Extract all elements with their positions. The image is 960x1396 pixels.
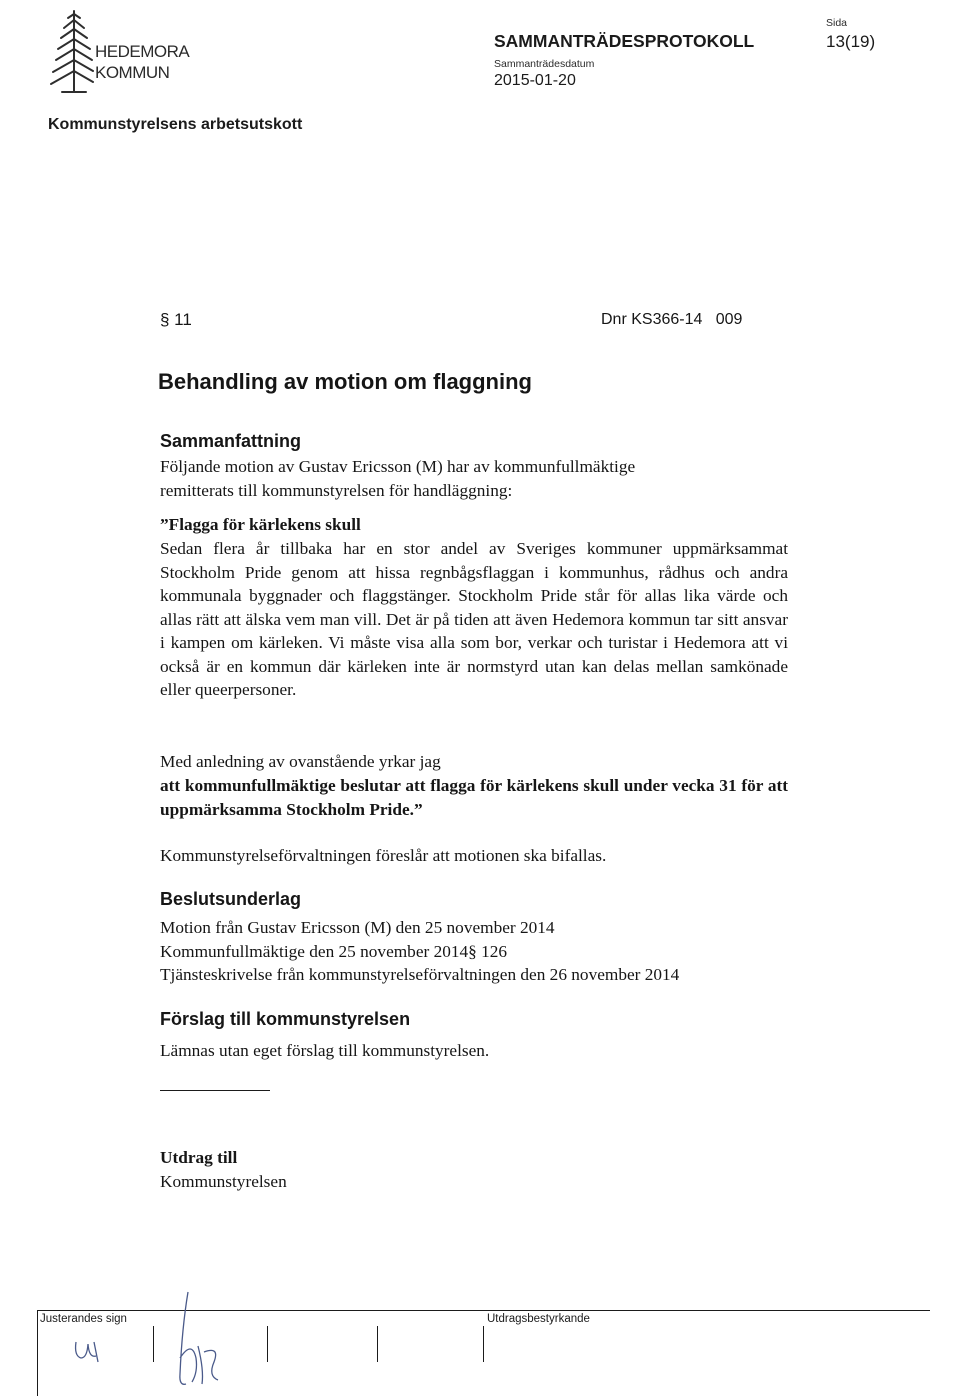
proposal-heading: Förslag till kommunstyrelsen bbox=[160, 1009, 411, 1029]
meeting-date: 2015-01-20 bbox=[494, 72, 576, 89]
logo-name-line2: KOMMUN bbox=[95, 63, 170, 82]
signature-separator bbox=[153, 1326, 154, 1362]
municipality-logo bbox=[48, 8, 218, 98]
committee-name: Kommunstyrelsens arbetsutskott bbox=[48, 116, 303, 133]
decision-basis-heading: Beslutsunderlag bbox=[160, 889, 302, 909]
case-number: Dnr KS366-14 009 bbox=[601, 311, 743, 328]
decision-basis-item: Motion från Gustav Ericsson (M) den 25 november 2014 bbox=[160, 918, 555, 937]
initials-signature-1 bbox=[72, 1336, 112, 1366]
recommendation: Kommunstyrelseförvaltningen föreslår att motionen ska bifallas. bbox=[160, 846, 607, 865]
signature-label: Justerandes sign bbox=[40, 1313, 127, 1325]
page-label: Sida bbox=[826, 17, 848, 29]
decision-basis-item: Tjänsteskrivelse från kommunstyrelseförvaltningen den 26 november 2014 bbox=[160, 965, 680, 984]
summary-intro: Följande motion av Gustav Ericsson (M) har av kommunfullmäktige remitterats till kommunstyrelsen för handläggning: bbox=[160, 457, 636, 500]
initials-signature-2 bbox=[168, 1288, 232, 1392]
document-type: SAMMANTRÄDESPROTOKOLL bbox=[494, 31, 755, 51]
decision-basis-list bbox=[160, 916, 788, 987]
certification-label: Utdragsbestyrkande bbox=[487, 1313, 590, 1325]
summary-heading: Sammanfattning bbox=[160, 431, 302, 451]
claim-intro: Med anledning av ovanstående yrkar jag bbox=[160, 752, 441, 771]
signature-separator bbox=[483, 1326, 484, 1362]
meeting-date-label: Sammanträdesdatum bbox=[494, 58, 595, 70]
decision-basis-item: Kommunfullmäktige den 25 november 2014§ 126 bbox=[160, 941, 508, 961]
spruce-tree-icon bbox=[48, 8, 94, 96]
motion-title: ”Flagga för kärlekens skull bbox=[160, 515, 361, 534]
extract-recipient: Kommunstyrelsen bbox=[160, 1172, 287, 1191]
logo-name-line1: HEDEMORA bbox=[95, 42, 190, 61]
page-number: 13(19) bbox=[826, 32, 876, 51]
signature-separator bbox=[377, 1326, 378, 1362]
paragraph-number: § 11 bbox=[160, 310, 192, 329]
motion-body: Sedan flera år tillbaka har en stor andel av Sveriges kommuner uppmärksammat Stockholm Pride genom att hissa regnbågsflaggan i kommunhus, rådhus och andra kommunala byggnader och flaggstänger. Stockholm Pride står för allas lika värde och allas rätt att älska vem man vill. Det är på tiden att även Hedemora kommun tar sitt ansvar i kampen om kärleken. Vi måste visa alla som bor, verkar och turistar i Hedemora att vi också är en kommun där kärleken inte är normstyrd utan kan delas mellan samkönade eller queerpersoner. bbox=[160, 539, 788, 699]
extract-heading: Utdrag till bbox=[160, 1148, 238, 1167]
motion-claim: att kommunfullmäktige beslutar att flagga för kärlekens skull under vecka 31 för att uppmärksamma Stockholm Pride.” bbox=[160, 776, 788, 819]
proposal-text: Lämnas utan eget förslag till kommunstyrelsen. bbox=[160, 1041, 490, 1060]
section-divider bbox=[160, 1090, 270, 1091]
signature-separator bbox=[267, 1326, 268, 1362]
case-title: Behandling av motion om flaggning bbox=[158, 369, 532, 394]
